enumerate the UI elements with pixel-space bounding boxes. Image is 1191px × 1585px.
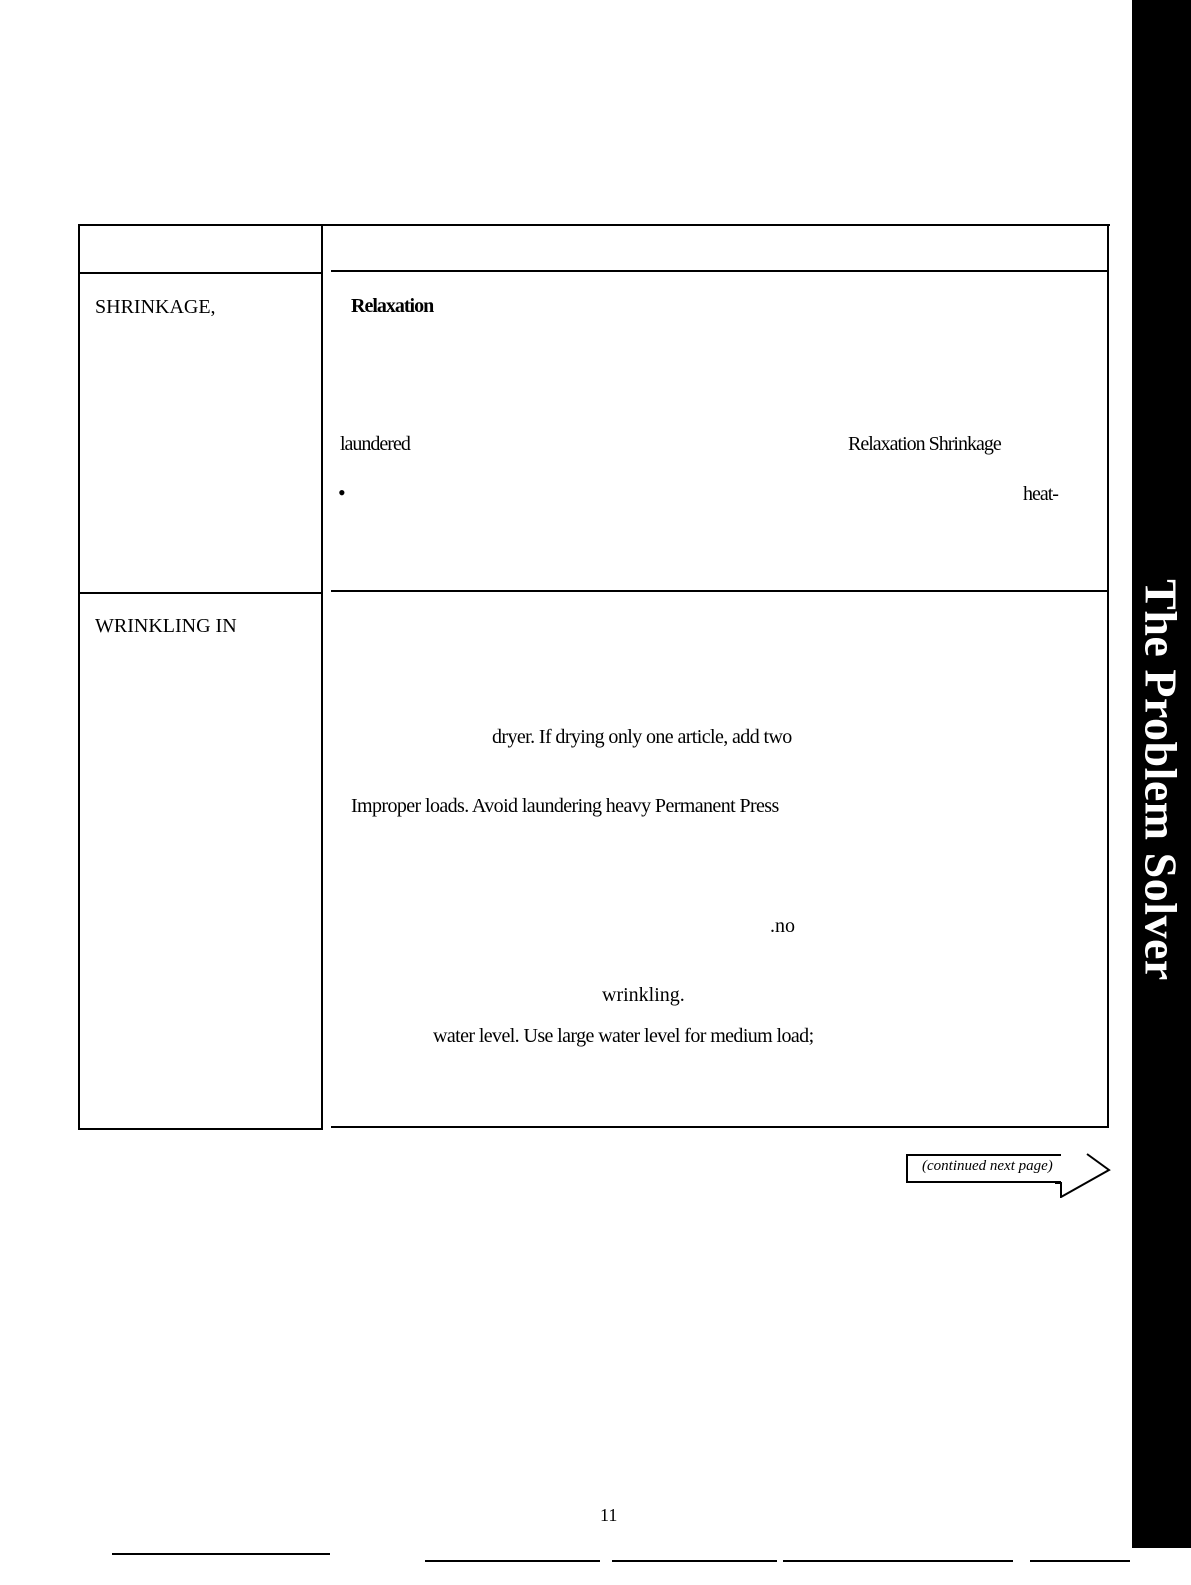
text-dryer: dryer. If drying only one article, add two (492, 726, 792, 748)
text-no: .no (770, 915, 795, 937)
table-top-border (78, 224, 1110, 226)
cause-heading-relaxation: Relaxation (351, 295, 434, 317)
table-column-divider (321, 224, 323, 1130)
table-header-divider-left (78, 272, 321, 274)
text-improper-loads: Improper loads. Avoid laundering heavy Permanent Press (351, 795, 779, 817)
arrow-right-icon (1055, 1150, 1111, 1198)
table-row-divider-left (78, 592, 321, 594)
page-number: 11 (600, 1505, 618, 1525)
table-bottom-border-left (78, 1128, 321, 1130)
text-wrinkling: wrinkling. (602, 984, 685, 1006)
continued-label: (continued next page) (922, 1158, 1053, 1174)
problem-label-wrinkling: WRINKLING IN (95, 615, 237, 637)
table-bottom-border-right (331, 1126, 1107, 1128)
problem-label-shrinkage: SHRINKAGE, (95, 296, 216, 318)
text-relaxation-shrinkage: Relaxation Shrinkage (848, 433, 1001, 455)
bullet-icon: • (338, 480, 346, 505)
text-water-level: water level. Use large water level for medium load; (433, 1025, 814, 1047)
side-tab-title: The Problem Solver (1135, 579, 1187, 981)
table-left-border (78, 224, 80, 1130)
text-heat: heat- (1023, 483, 1058, 505)
table-row-divider-right (331, 590, 1107, 592)
text-laundered: laundered (340, 433, 410, 455)
table-right-border (1107, 224, 1109, 1128)
table-header-divider-right (331, 270, 1107, 272)
